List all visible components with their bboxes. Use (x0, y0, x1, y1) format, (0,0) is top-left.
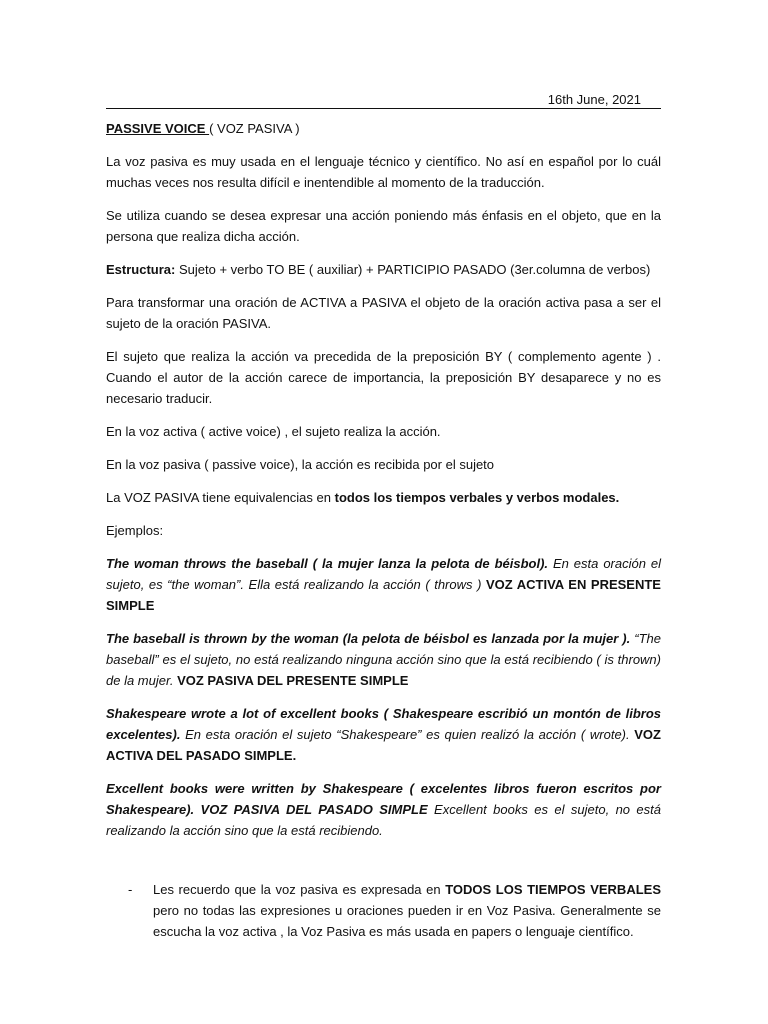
paragraph-transform: Para transformar una oración de ACTIVA a PASIVA el objeto de la oración activa pasa a ser el sujeto de la oración PASIVA. (106, 295, 661, 331)
equivalences-bold: todos los tiempos verbales y verbos modales. (334, 490, 620, 505)
example-2-tag: VOZ PASIVA DEL PRESENTE SIMPLE (177, 673, 409, 688)
example-4 (106, 778, 661, 841)
example-4-sentence: Excellent books were written by Shakespeare ( excelentes libros fueron escritos por Shakespeare). VOZ PASIVA DEL PASADO SIMPLE (106, 781, 661, 817)
examples-label: Ejemplos: (106, 523, 164, 538)
document-page (106, 92, 661, 954)
example-2-explanation: “The baseball” es el sujeto, no está realizando ninguna acción sino que la está recibiendo ( is thrown) de la mujer. (106, 631, 662, 688)
example-1 (106, 553, 661, 616)
example-3-tag: VOZ ACTIVA DEL PASADO SIMPLE. (106, 727, 661, 763)
example-1-sentence: The woman throws the baseball ( la mujer lanza la pelota de béisbol). (106, 556, 549, 571)
structure-text: Sujeto + verbo TO BE ( auxiliar) + PARTICIPIO PASADO (3er.columna de verbos) (175, 262, 651, 277)
title-sub: ( VOZ PASIVA ) (209, 121, 300, 136)
bullet-text-c: pero no todas las expresiones u oraciones pueden ir en Voz Pasiva. Generalmente se escucha la voz activa , la Voz Pasiva es más usada en papers o lenguaje científico. (153, 903, 661, 939)
equivalences-text: La VOZ PASIVA tiene equivalencias en (106, 490, 335, 505)
paragraph-active: En la voz activa ( active voice) , el sujeto realiza la acción. (106, 424, 441, 439)
example-3-sentence: Shakespeare wrote a lot of excellent books ( Shakespeare escribió un montón de libros excelentes). (106, 706, 661, 742)
example-1-tag: VOZ ACTIVA EN PRESENTE SIMPLE (106, 577, 661, 613)
example-4-explanation: Excellent books es el sujeto, no está realizando la acción sino que la está recibiendo. (106, 802, 661, 838)
example-1-explanation: En esta oración el sujeto, es “the woman”. Ella está realizando la acción ( throws ) (106, 556, 661, 592)
example-3-explanation: En esta oración el sujeto “Shakespeare” es quien realizó la acción ( wrote). (180, 727, 635, 742)
paragraph-equivalences (106, 487, 661, 508)
example-2 (106, 628, 661, 691)
reminder-bullet (106, 879, 661, 942)
example-2-sentence: The baseball is thrown by the woman (la pelota de béisbol es lanzada por la mujer ). (106, 631, 631, 646)
bullet-text-a: Les recuerdo que la voz pasiva es expresada en (153, 882, 446, 897)
document-title (106, 118, 661, 139)
paragraph-usage: Se utiliza cuando se desea expresar una acción poniendo más énfasis en el objeto, que en la persona que realiza dicha acción. (106, 208, 661, 244)
paragraph-intro: La voz pasiva es muy usada en el lenguaje técnico y científico. No así en español por lo cuál muchas veces nos resulta difícil e inentendible al momento de la traducción. (106, 154, 661, 190)
paragraph-agent: El sujeto que realiza la acción va precedida de la preposición BY ( complemento agente ) . Cuando el autor de la acción carece de importancia, la preposición BY desaparece y no es necesario traducir. (106, 349, 661, 406)
structure-label: Estructura: (106, 262, 176, 277)
example-3 (106, 703, 661, 766)
paragraph-passive: En la voz pasiva ( passive voice), la acción es recibida por el sujeto (106, 457, 495, 472)
header-underline (106, 92, 661, 109)
header-date: 16th June, 2021 (547, 92, 641, 107)
bullet-dash: - (128, 882, 133, 897)
title-main: PASSIVE VOICE (106, 121, 210, 136)
bullet-text-bold: TODOS LOS TIEMPOS VERBALES (445, 882, 661, 897)
paragraph-structure (106, 259, 661, 280)
